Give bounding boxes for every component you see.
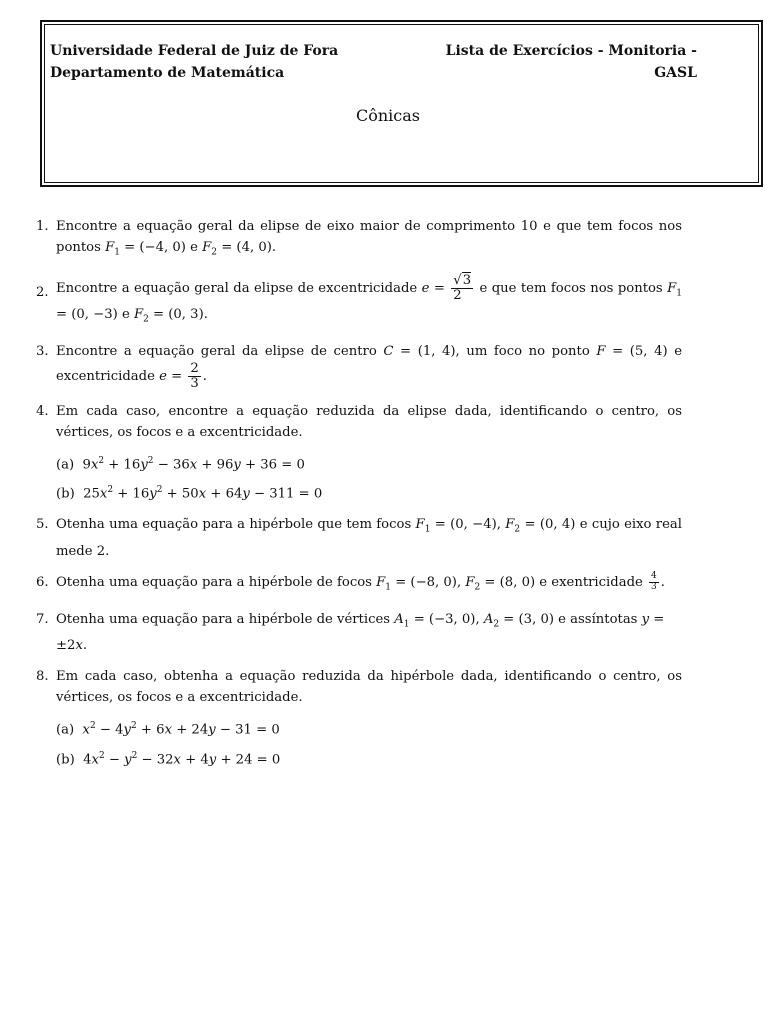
header-left xyxy=(50,40,338,84)
list-title-line1: Lista de Exercícios - Monitoria - xyxy=(445,43,697,59)
problem-number: 6. xyxy=(36,574,49,590)
problem-text: Otenha uma equação para a hipérbole de vértices $A_1 = (-3$, 0), $A_2 = (3$, 0) e assíntotas y = ±2x. xyxy=(56,611,665,654)
two-thirds-fraction: $\frac{2}{3}$ xyxy=(190,360,199,391)
subitem-a: (a) $x^2 - 4y^2 + 6x + 24y - 31 = 0$ xyxy=(56,721,280,738)
problem-6 xyxy=(36,572,682,599)
problem-number: 1. xyxy=(36,219,49,234)
problem-8 xyxy=(36,666,682,770)
problem-3 xyxy=(36,341,682,391)
problem-text: Em cada caso, encontre a equação reduzida da elipse dada, identificando o centro, os vértices, os focos e a excentricidade. xyxy=(56,403,682,440)
problem-list xyxy=(36,216,682,780)
problem-text: Encontre a equação geral da elipse de excentricidade e = $\frac{√3}{2}$ e que tem focos nos pontos $F_1 = (0$, −3) e $F_2 = (0$, 3). xyxy=(56,272,682,325)
subitem-list xyxy=(56,716,682,770)
list-title-line2: GASL xyxy=(654,65,697,81)
subitem-list xyxy=(56,451,682,505)
problem-number: 8. xyxy=(36,669,49,685)
problem-number: 2. xyxy=(36,284,49,300)
header-right xyxy=(446,40,697,84)
problem-number: 3. xyxy=(36,343,49,359)
subitem-a: (a) $9x^2 + 16y^2 - 36x + 96y + 36 = 0$ xyxy=(56,455,305,472)
subitem-b: (b) $25x^2 + 16y^2 + 50x + 64y - 311 = 0$ xyxy=(56,484,323,502)
problem-text: Otenha uma equação para a hipérbole que tem focos $F_1 = (0$, −4), $F_2 = (0$, 4) e cujo eixo real mede 2. xyxy=(56,517,682,559)
four-thirds-fraction: $\frac{4}{3}$ xyxy=(651,571,657,592)
problem-5 xyxy=(36,514,682,562)
problem-2 xyxy=(36,274,682,331)
sqrt3-over-2-fraction: $\frac{√3}{2}$ xyxy=(453,272,472,303)
problem-1 xyxy=(36,216,682,264)
problem-4 xyxy=(36,401,682,505)
subitem-b: (b) $4x^2 - y^2 - 32x + 4y + 24 = 0$ xyxy=(56,750,281,767)
page-title: Cônicas xyxy=(355,106,420,125)
problem-text: Encontre a equação geral da elipse de eixo maior de comprimento 10 e que tem focos nos pontos $F_1 = (-4$, 0) e $F_2 = (4$, 0). xyxy=(56,219,682,258)
problem-text: Em cada caso, obtenha a equação reduzida da hipérbole dada, identificando o centro, os vértices, os focos e a excentricidade. xyxy=(56,669,682,706)
problem-number: 4. xyxy=(36,403,49,419)
problem-7 xyxy=(36,609,682,657)
problem-text: Encontre a equação geral da elipse de centro C = (1, 4), um foco no ponto F = (5, 4) e excentricidade e = $\frac{2}{3}$ . xyxy=(56,343,682,391)
department: Departamento de Matemática xyxy=(50,65,285,81)
problem-text: Otenha uma equação para a hipérbole de focos $F_1 = (-8$, 0), $F_2 = (8$, 0) e exentricidade $\frac{4}{3}$ . xyxy=(56,571,665,593)
institution: Universidade Federal de Juiz de Fora xyxy=(50,43,339,59)
problem-number: 5. xyxy=(36,517,49,533)
problem-number: 7. xyxy=(36,611,49,627)
